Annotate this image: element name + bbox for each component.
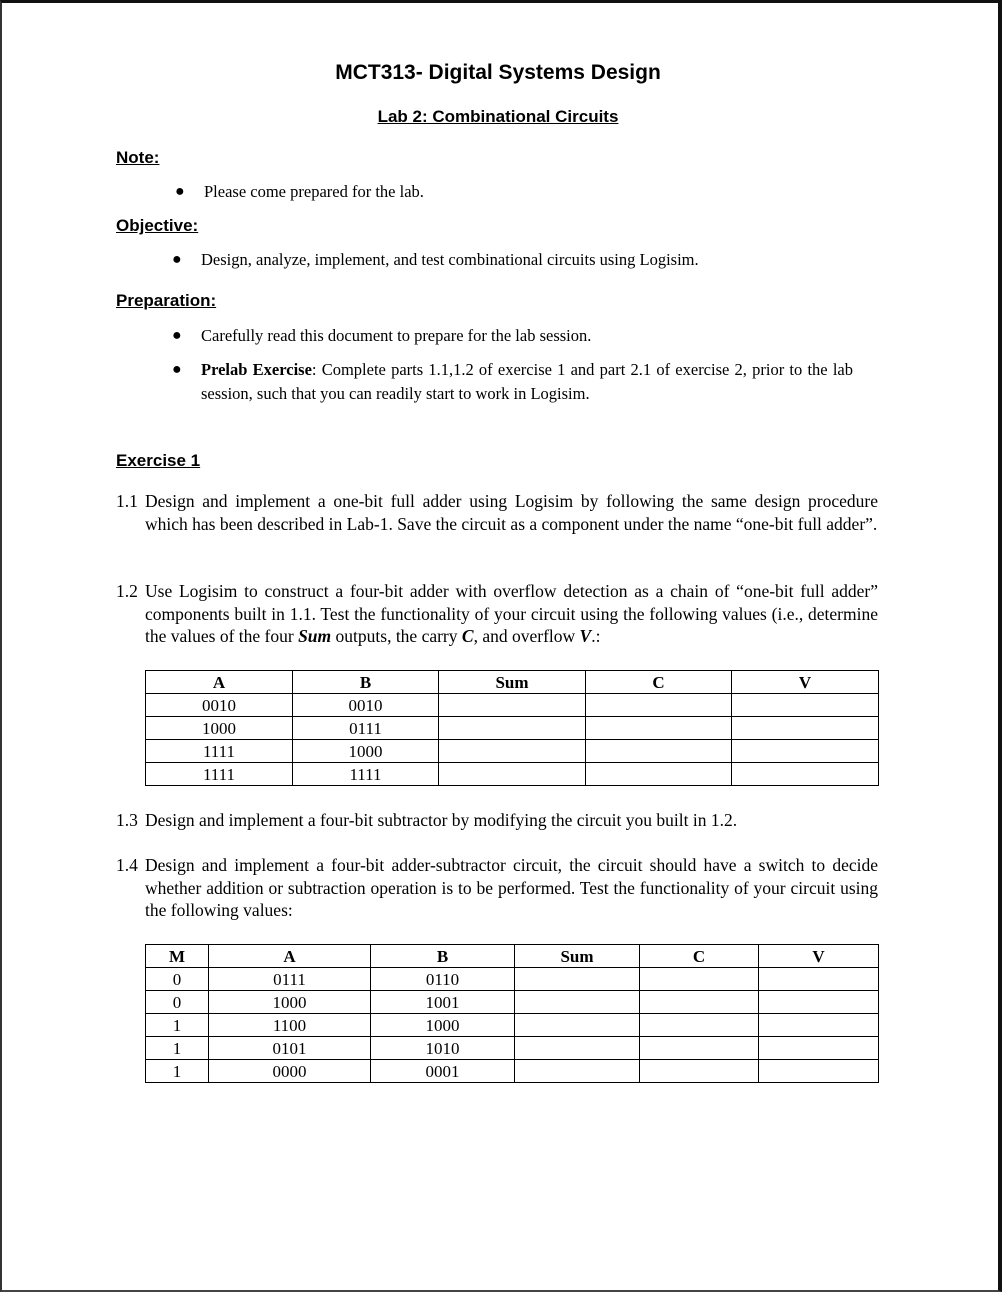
cell-v	[732, 717, 879, 740]
header-sum: Sum	[515, 945, 640, 968]
adder-subtractor-test-table	[145, 944, 879, 1083]
paragraph-1-2	[116, 580, 878, 648]
cell-sum	[515, 1060, 640, 1083]
cell-b: 0001	[371, 1060, 515, 1083]
header-a: A	[146, 671, 293, 694]
cell-c	[586, 717, 732, 740]
header-b: B	[293, 671, 439, 694]
adder-test-table	[145, 670, 879, 786]
carry-term: C	[461, 626, 474, 646]
table-header-row	[146, 671, 879, 694]
cell-a: 0101	[209, 1037, 371, 1060]
cell-a: 1111	[146, 763, 293, 786]
cell-sum	[439, 717, 586, 740]
preparation-item-1-text: Carefully read this document to prepare for the lab session.	[201, 326, 592, 345]
bullet-icon: ●	[172, 361, 182, 378]
cell-c	[640, 1037, 759, 1060]
header-b: B	[371, 945, 515, 968]
cell-sum	[515, 968, 640, 991]
cell-b: 1000	[371, 1014, 515, 1037]
cell-b: 1000	[293, 740, 439, 763]
table-row	[146, 991, 879, 1014]
note-heading: Note:	[116, 148, 160, 167]
note-item-text: Please come prepared for the lab.	[204, 182, 424, 201]
bullet-icon: ●	[175, 183, 185, 200]
sum-term: Sum	[298, 626, 332, 646]
paragraph-text: Design and implement a four-bit adder-subtractor circuit, the circuit should have a switch to decide whether addition or subtraction operation is to be performed. Test the functionality of your circuit using the following values:	[145, 855, 878, 920]
cell-v	[759, 991, 879, 1014]
cell-c	[586, 763, 732, 786]
header-v: V	[759, 945, 879, 968]
cell-m: 0	[146, 968, 209, 991]
exercise-1-heading: Exercise 1	[116, 451, 201, 470]
paragraph-number: 1.4	[116, 855, 138, 875]
cell-b: 1010	[371, 1037, 515, 1060]
table-row	[146, 740, 879, 763]
table-row	[146, 717, 879, 740]
cell-sum	[439, 694, 586, 717]
cell-c	[586, 694, 732, 717]
paragraph-number: 1.1	[116, 491, 138, 511]
preparation-bullet-2	[172, 358, 853, 406]
cell-sum	[439, 763, 586, 786]
overflow-term: V	[579, 626, 592, 646]
cell-c	[640, 991, 759, 1014]
table-row	[146, 763, 879, 786]
prelab-label: Prelab Exercise	[201, 360, 312, 379]
table-row	[146, 694, 879, 717]
cell-v	[759, 1014, 879, 1037]
table-row	[146, 1014, 879, 1037]
header-c: C	[586, 671, 732, 694]
cell-b: 0010	[293, 694, 439, 717]
paragraph-number: 1.2	[116, 581, 138, 601]
paragraph-text: Design and implement a four-bit subtractor by modifying the circuit you built in 1.2.	[145, 810, 738, 830]
paragraph-number: 1.3	[116, 810, 138, 830]
objective-item-text: Design, analyze, implement, and test combinational circuits using Logisim.	[201, 250, 699, 269]
cell-v	[759, 1037, 879, 1060]
header-v: V	[732, 671, 879, 694]
preparation-heading: Preparation:	[116, 291, 217, 310]
objective-heading: Objective:	[116, 216, 199, 235]
cell-b: 1001	[371, 991, 515, 1014]
cell-a: 1000	[146, 717, 293, 740]
table-row	[146, 1060, 879, 1083]
bullet-icon: ●	[172, 327, 182, 344]
header-sum: Sum	[439, 671, 586, 694]
cell-m: 1	[146, 1060, 209, 1083]
cell-c	[640, 1014, 759, 1037]
cell-v	[759, 1060, 879, 1083]
note-bullet	[175, 180, 424, 204]
header-a: A	[209, 945, 371, 968]
paragraph-1-4	[116, 854, 878, 922]
cell-sum	[439, 740, 586, 763]
cell-m: 1	[146, 1014, 209, 1037]
table-header-row	[146, 945, 879, 968]
document-subtitle: Lab 2: Combinational Circuits	[377, 107, 619, 126]
cell-a: 1100	[209, 1014, 371, 1037]
cell-m: 0	[146, 991, 209, 1014]
cell-a: 1111	[146, 740, 293, 763]
cell-v	[732, 763, 879, 786]
table-row	[146, 968, 879, 991]
header-c: C	[640, 945, 759, 968]
cell-c	[640, 968, 759, 991]
cell-sum	[515, 991, 640, 1014]
table-row	[146, 1037, 879, 1060]
cell-a: 0111	[209, 968, 371, 991]
cell-b: 1111	[293, 763, 439, 786]
document-title: MCT313- Digital Systems Design	[335, 61, 661, 84]
cell-a: 1000	[209, 991, 371, 1014]
cell-b: 0110	[371, 968, 515, 991]
cell-sum	[515, 1014, 640, 1037]
cell-v	[732, 740, 879, 763]
paragraph-text: Use Logisim to construct a four-bit adder with overflow detection as a chain of “one-bit full adder” components built in 1.1. Test the functionality of your circuit using the following values (i.e., determine the values of the four Sum outputs, the carry C, and overflow V.:	[145, 581, 878, 646]
bullet-icon: ●	[172, 251, 182, 268]
preparation-bullet-1	[172, 324, 592, 348]
prelab-text: : Complete parts 1.1,1.2 of exercise 1 and part 2.1 of exercise 2, prior to the lab session, such that you can readily start to work in Logisim.	[201, 360, 853, 403]
paragraph-1-3	[116, 809, 878, 832]
cell-a: 0000	[209, 1060, 371, 1083]
cell-b: 0111	[293, 717, 439, 740]
paragraph-text: Design and implement a one-bit full adder using Logisim by following the same design procedure which has been described in Lab-1. Save the circuit as a component under the name “one-bit full adder”.	[145, 491, 878, 534]
objective-bullet	[172, 248, 699, 272]
paragraph-1-1	[116, 490, 878, 535]
cell-a: 0010	[146, 694, 293, 717]
cell-c	[640, 1060, 759, 1083]
cell-v	[732, 694, 879, 717]
header-m: M	[146, 945, 209, 968]
cell-v	[759, 968, 879, 991]
cell-m: 1	[146, 1037, 209, 1060]
cell-sum	[515, 1037, 640, 1060]
cell-c	[586, 740, 732, 763]
